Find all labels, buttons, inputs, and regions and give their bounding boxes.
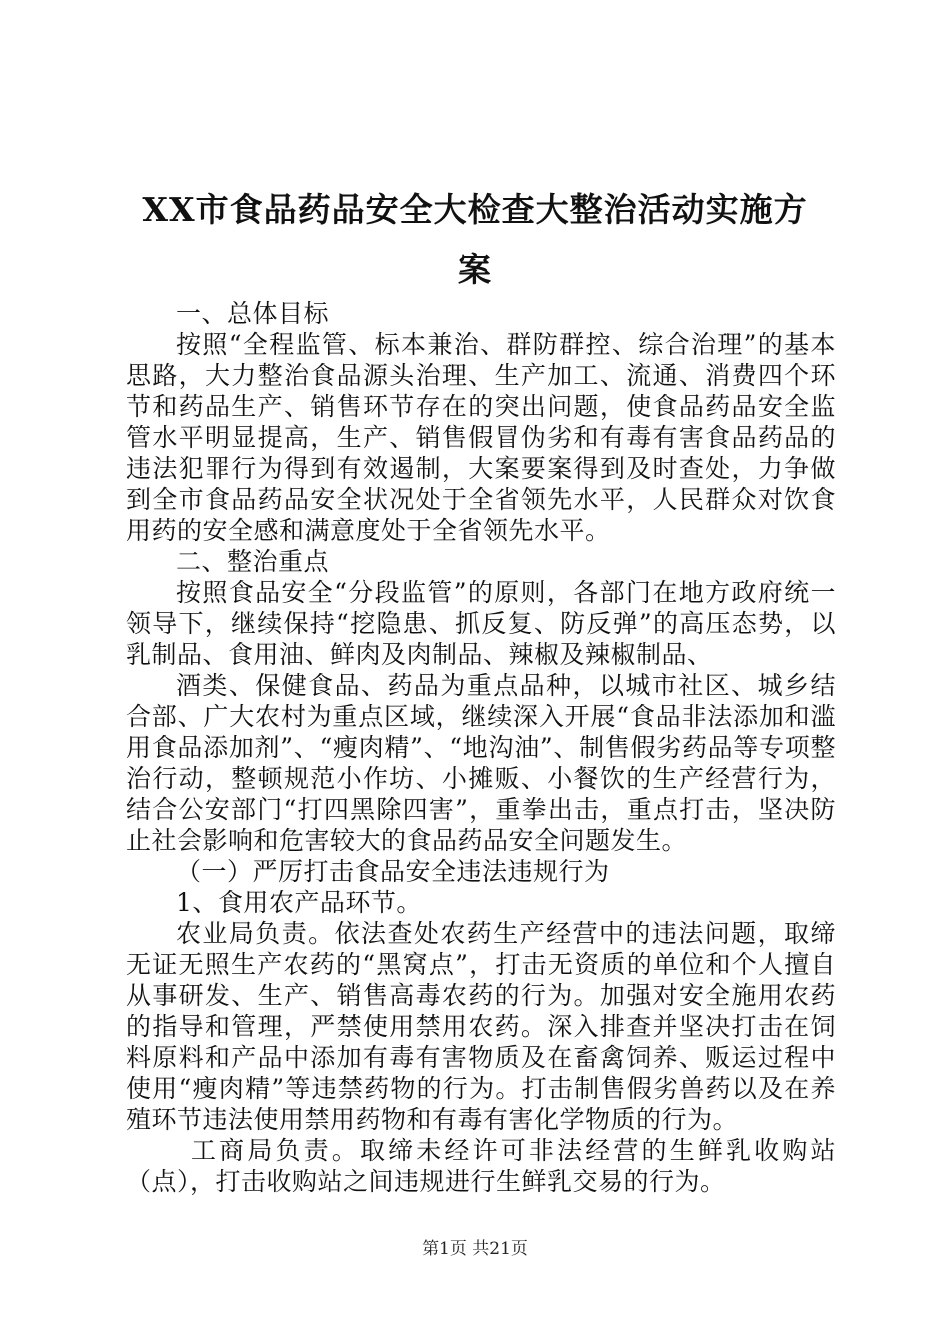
subsection-heading-food-safety: （一）严厉打击食品安全违法违规行为 — [176, 857, 610, 886]
section-heading-overall-goal: 一、总体目标 — [176, 299, 330, 328]
document-title-line-1: XX市食品药品安全大检查大整治活动实施方 — [142, 190, 808, 229]
paragraph-key-points-1: 按照食品安全“分段监管”的原则，各部门在地方政府统一领导下，继续保持“挖隐患、抓反复、防反弹”的高压态势，以乳制品、食用油、鲜肉及肉制品、辣椒及辣椒制品、 — [126, 578, 836, 669]
document-body — [126, 298, 836, 1197]
item-heading-agricultural-products: 1、食用农产品环节。 — [176, 888, 422, 917]
page-footer: 第1页 共21页 — [422, 1239, 528, 1259]
document-title-line-2: 案 — [458, 250, 492, 289]
paragraph-key-points-2: 酒类、保健食品、药品为重点品种，以城市社区、城乡结合部、广大农村为重点区域，继续深入开展“食品非法添加和滥用食品添加剂”、“瘦肉精”、“地沟油”、制售假劣药品等专项整治行动，整顿规范小作坊、小摊贩、小餐饮的生产经营行为，结合公安部门“打四黑除四害”，重拳出击，重点打击，坚决防止社会影响和危害较大的食品药品安全问题发生。 — [126, 671, 836, 855]
paragraph-agriculture-bureau: 农业局负责。依法查处农药生产经营中的违法问题，取缔无证无照生产农药的“黑窝点”，打击无资质的单位和个人擅自从事研发、生产、销售高毒农药的行为。加强对安全施用农药的指导和管理，严禁使用禁用农药。深入排查并坚决打击在饲料原料和产品中添加有毒有害物质及在畜禽饲养、贩运过程中使用“瘦肉精”等违禁药物的行为。打击制售假劣兽药以及在养殖环节违法使用禁用药物和有毒有害化学物质的行为。 — [126, 919, 836, 1134]
paragraph-commerce-bureau: 工商局负责。取缔未经许可非法经营的生鲜乳收购站（点），打击收购站之间违规进行生鲜乳交易的行为。 — [126, 1136, 836, 1196]
section-heading-key-points: 二、整治重点 — [176, 547, 330, 576]
paragraph-overall-goal: 按照“全程监管、标本兼治、群防群控、综合治理”的基本思路，大力整治食品源头治理、生产加工、流通、消费四个环节和药品生产、销售环节存在的突出问题，使食品药品安全监管水平明显提高，生产、销售假冒伪劣和有毒有害食品药品的违法犯罪行为得到有效遏制，大案要案得到及时查处，力争做到全市食品药品安全状况处于全省领先水平，人民群众对饮食用药的安全感和满意度处于全省领先水平。 — [126, 330, 836, 545]
